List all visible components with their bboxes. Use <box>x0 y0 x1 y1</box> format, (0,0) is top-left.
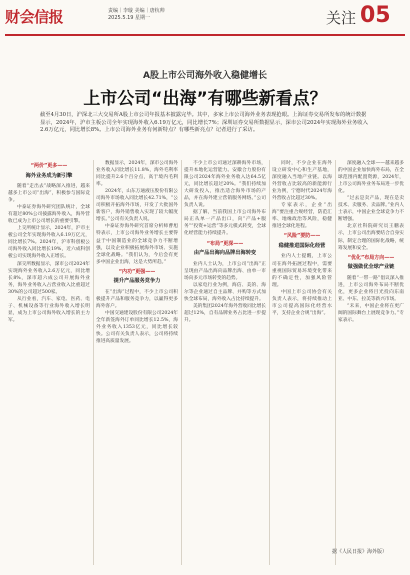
article-byline: 据《人民日报》海外版） <box>332 549 388 555</box>
subhead-3b: 由产品出海向品牌出海转变 <box>193 250 257 257</box>
paragraph: 从行业看，汽车、家电、医药、电子、机械设备等行业海外收入增长明显，成为上市公司海外收入增长的主力军。 <box>8 296 90 323</box>
subhead-5a: “优化”布局方向—— <box>347 254 395 261</box>
column-divider <box>335 160 336 565</box>
subhead-5b: 做强做优全球产业链 <box>347 264 395 271</box>
paragraph: 中国交通建设股份有限公司2024年全年新签海外订单同比增长12.5%，海外业务收入1353亿元，同比增长较快。公司有关负责人表示，公司将持续推进高质量发展。 <box>96 310 178 345</box>
header-meta <box>108 8 165 22</box>
paragraph: 业内人士提醒，上市公司在海外拓展过程中，需要重视国际贸易环境变化带来的不确定性，加强风险管理。 <box>272 254 332 288</box>
subhead-1a: “两价”更多—— <box>30 163 68 169</box>
column-2 <box>96 160 178 345</box>
paragraph: 据了解，当前我国上市公司海外布局正从单一产品出口，向“产品+服务”“投资+运营”等多元模式转变，全球化经营能力持续提升。 <box>184 210 266 237</box>
paragraph: “未来，中国企业将在更广阔的国际舞台上展现竞争力。”专家表示。 <box>338 303 404 323</box>
subhead-1b: 海外业务成为新引擎 <box>25 172 73 179</box>
column-divider <box>181 160 182 565</box>
subhead-3a: “布局”更深—— <box>206 240 244 247</box>
subhead-2a: “内功”更强—— <box>118 268 156 275</box>
column-4 <box>272 160 332 317</box>
paragraph: 业内人士认为，上市公司“出海”正呈现由产品出海向品牌出海、由单一市场向多元市场转变的趋势。 <box>184 261 266 281</box>
paragraph: 以家电行业为例，海信、美的、海尔等企业通过自主品牌、并购等方式加快全球布局，海外收入占比持续提升。 <box>184 282 266 302</box>
subhead-4a: “风险”要防—— <box>283 233 321 240</box>
column-divider <box>93 160 94 565</box>
paragraph: 专家表示，企业“出海”要注重合规经营，防范汇率、地缘政治等风险，稳健推进全球化进程。 <box>272 203 332 230</box>
article-kicker: A股上市公司海外收入稳健增长 <box>143 71 267 81</box>
paragraph: 中国上市公司协会有关负责人表示，将持续推动上市公司提高国际化经营水平，支持企业合规“出海”。 <box>272 289 332 316</box>
page-header <box>0 0 410 40</box>
issue-date: 2025.5.19 星期一 <box>108 15 151 21</box>
paragraph: 数据显示，2024年，深市公司海外业务收入同比增长11.8%，海外毛利率同比提升2.6个百分点，高于境内毛利率。 <box>96 161 178 188</box>
paragraph: 北京社科院研究员王鹏表示，上市公司出海要结合自身实际，制定合理的国际化战略，统筹发展和安全。 <box>338 224 404 251</box>
subhead-4b: 稳健推进国际化经营 <box>278 242 326 249</box>
paragraph: 2024年，山东万通液压股份有限公司海外市场收入同比增长42.71%，“公司积极开拓海外市场，开发了大批国外新客户，海外销售收入实现了较大幅度增长。”公司有关负责人说。 <box>96 189 178 223</box>
paragraph: 随着“走出去”战略深入推进，越来越多上市公司“出海”，积极参与国际竞争。 <box>8 184 90 204</box>
paragraph: 随着“一带一路”倡议深入推进，上市公司海外布局不断优化，更多企业将目光投向东南亚、中东、拉美等新兴市场。 <box>338 275 404 302</box>
newspaper-logo: 财会信报 <box>5 8 64 26</box>
subhead-2b: 提升产品服务竞争力 <box>113 278 161 285</box>
header-rule <box>5 34 405 36</box>
paragraph: 深交所数据显示，深市公司2024年实现海外业务收入2.6万亿元，同比增长8%，深市超六成公司开展海外业务，海外业务收入占营业收入比重超过30%的公司超过500家。 <box>8 261 90 295</box>
page-number: 05 <box>360 3 391 28</box>
paragraph: “过去是卖产品，现在是卖技术、卖服务、卖品牌。”业内人士表示，中国企业全球竞争力不断增强。 <box>338 196 404 223</box>
paragraph: 中泰证券海外研究团队统计，全球有超过80%公司披露海外收入，海外营收已成为上市公司增长的重要引擎。 <box>8 205 90 225</box>
paragraph: 在“出海”过程中，不少上市公司积极提升产品和服务竞争力，以赢得更多海外客户。 <box>96 289 178 309</box>
article-headline: 上市公司“出海”有哪些新看点？ <box>83 89 327 109</box>
column-divider <box>269 160 270 565</box>
column-5 <box>338 160 404 540</box>
paragraph: 不少上市公司通过深耕海外市场，提升本地化运营能力。安徽合力股份有限公司2024年海外业务收入达64.5亿元，同比增长超过20%。“我们持续加大研发投入，推出适合海外市场的产品，并在海外建立营销服务网络。”公司负责人说。 <box>184 161 266 209</box>
paragraph: 美的集团2024年海外营收同比增长超过12%，自有品牌业务占比进一步提升。 <box>184 303 266 323</box>
article-lead: 截至4月30日，沪深北三大交易所A股上市公司年报基本披露完毕。其中，多家上市公司海外业务表现抢眼。上海证券交易所发布的统计数据显示，2024年，沪市主板公司全年实现海外收入6.19万亿元，同比增长7%；深圳证券交易所数据显示，深市公司2024年实现海外业务收入2.6万亿元，同比增长8%。上市公司海外业务有何新特点？有哪些新亮点？记者进行了采访。 <box>40 112 368 134</box>
paragraph: 深度融入全球——越来越多的中国企业加快海外布局，在全球范围内配置资源，2024年，上市公司海外业务布局进一步优化。 <box>338 161 404 195</box>
paragraph: 同时，不少企业在海外设立研发中心和生产基地，深度融入当地产业链。以海外营收占比较高的新能源行业为例，宁德时代2024年海外营收占比超过30%。 <box>272 161 332 202</box>
editor-credits: 责编｜李璇 美编｜唐杭帅 <box>108 8 165 14</box>
paragraph: 上交所统计显示，2024年，沪市主板公司全年实现海外收入6.19万亿元，同比增长7%。2024年，沪市科创板公司海外收入同比增长19%，近六成科创板公司实现海外收入正增长。 <box>8 226 90 260</box>
section-name: 关注 <box>326 9 357 27</box>
column-1 <box>8 160 90 324</box>
paragraph: 中泰证券海外研究首席分析师曹旭特表示，上市公司海外业务增长主要得益于中国制造业的全球竞争力不断增强，以及企业积极拓展海外市场、实施全球化战略。“我们认为，今后会有更多中国企业出海，这是大势所趋。” <box>96 224 178 265</box>
column-3 <box>184 160 266 324</box>
